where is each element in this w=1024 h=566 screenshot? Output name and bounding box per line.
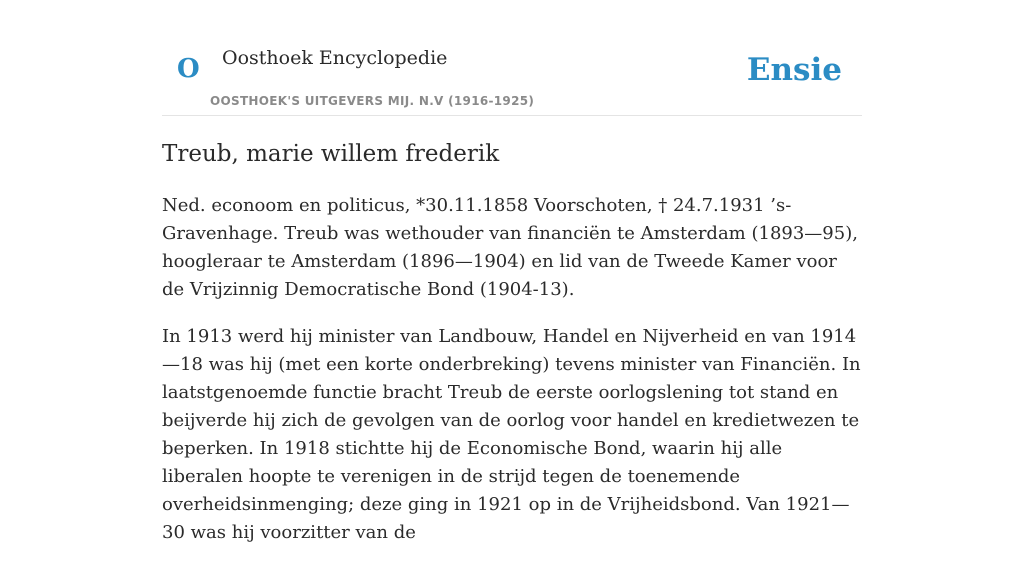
entry-title: Treub, marie willem frederik	[162, 141, 500, 167]
entry-paragraph: In 1913 werd hij minister van Landbouw, Handel en Nijverheid en van 1914—18 was hij (met een korte onderbreking) tevens minister van Financiën. In laatstgenoemde functie bracht Treub de eerste oorlogslening tot stand en beijverde hij zich de gevolgen van de oorlog voor handel en kredietwezen te beperken. In 1918 stichtte hij de Economische Bond, waarin hij alle liberalen hoopte te verenigen in de strijd tegen de toenemende overheidsinmenging; deze ging in 1921 op in de Vrijheidsbond. Van 1921—30 was hij voorzitter van de	[162, 326, 861, 543]
source-subtitle: OOSTHOEK'S UITGEVERS MIJ. N.V (1916-1925)	[210, 94, 535, 108]
source-title[interactable]: Oosthoek Encyclopedie	[222, 47, 448, 69]
entry-paragraph: Ned. econoom en politicus, *30.11.1858 Voorschoten, † 24.7.1931 ’s-Gravenhage. Treub was wethouder van financiën te Amsterdam (1893—95), hoogleraar te Amsterdam (1896—1904) en lid van de Tweede Kamer voor de Vrijzinnig Democratische Bond (1904-13).	[162, 195, 858, 300]
entry-body	[162, 192, 862, 566]
source-header	[162, 0, 862, 116]
source-logo[interactable]: O	[177, 54, 200, 84]
brand-logo[interactable]: Ensie	[746, 52, 842, 88]
